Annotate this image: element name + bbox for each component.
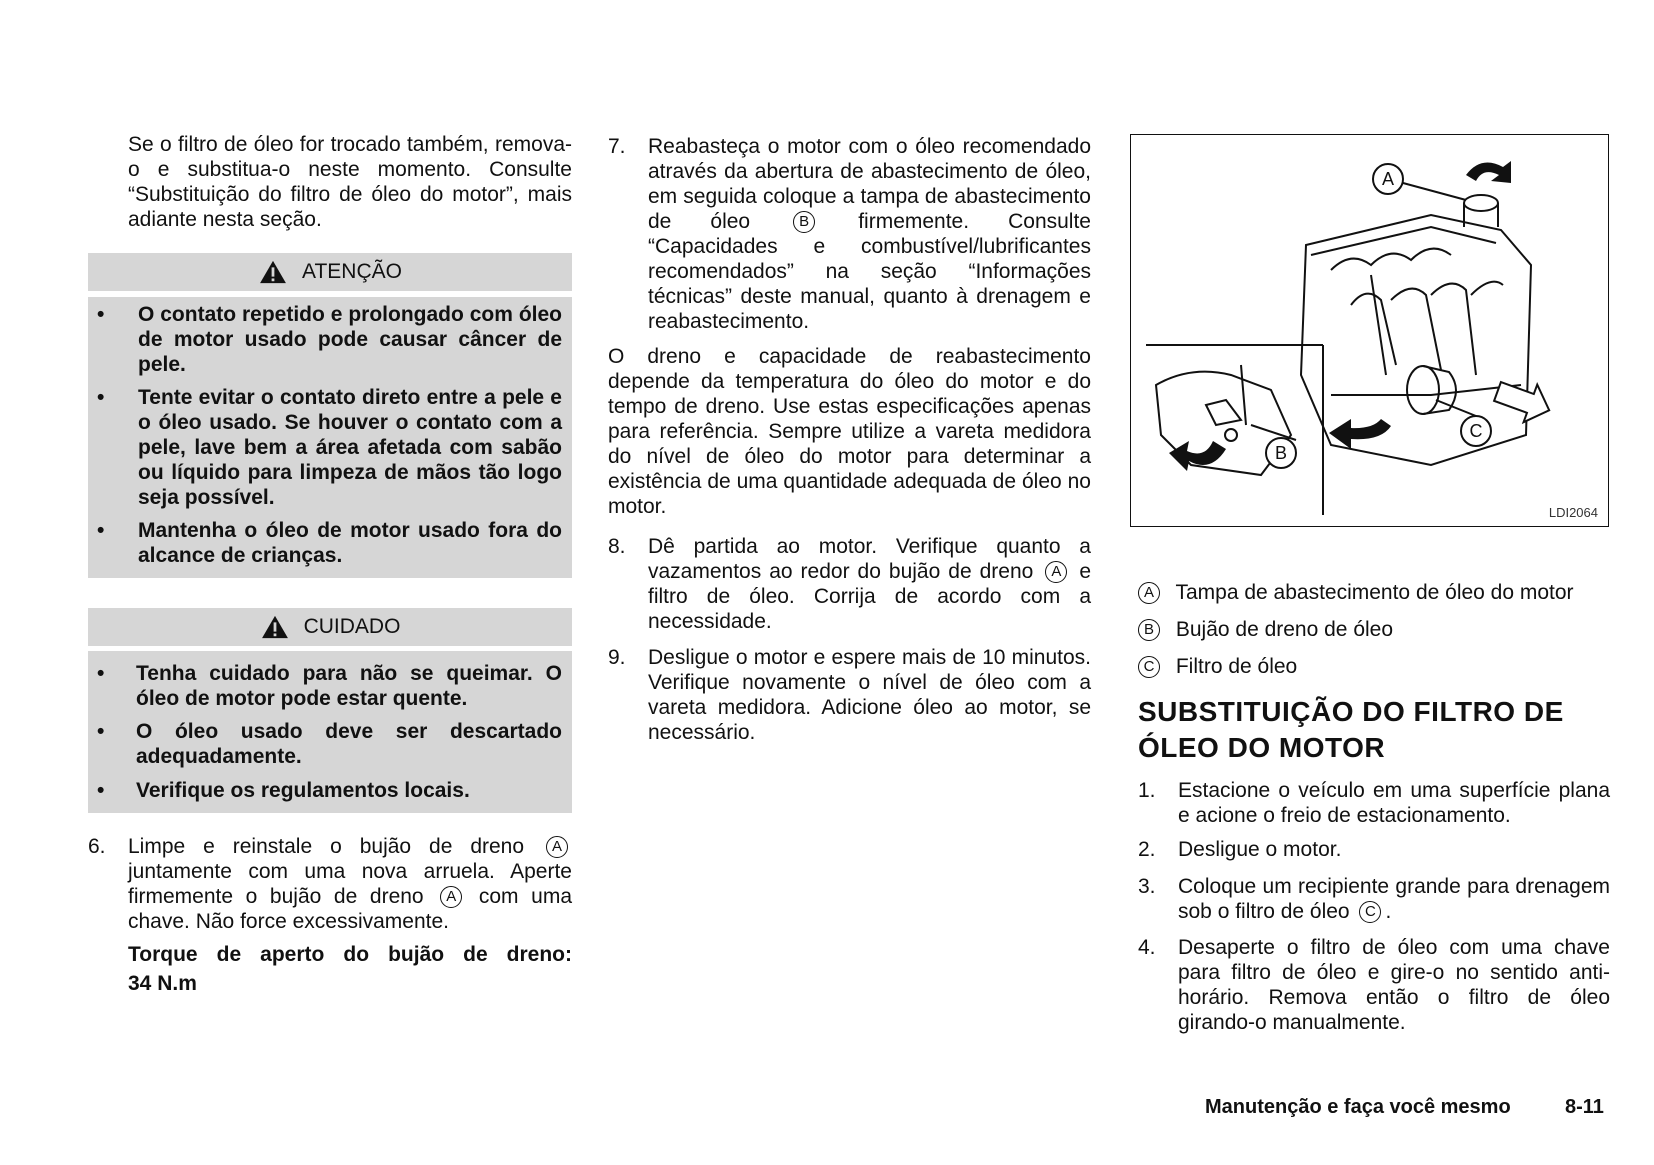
marker-b: B xyxy=(1138,619,1160,641)
legend-text: Tampa de abastecimento de óleo do motor xyxy=(1175,581,1574,604)
filter-step-1 xyxy=(1138,778,1610,828)
step-text: Desaperte o filtro de óleo com uma chave para filtro de óleo e gire-o no sentido anti-horário. Remova então o filtro de óleo girando-o manualmente. xyxy=(1178,936,1610,1034)
atencao-bullet xyxy=(97,302,562,377)
engine-illustration xyxy=(1131,135,1607,525)
step-text: e filtro de óleo. Corrija de acordo com a necessidade. xyxy=(648,560,1092,633)
bullet-text: O óleo usado deve ser descartado adequadamente. xyxy=(136,720,562,768)
step-text: Coloque um recipiente grande para drenagem sob o filtro de óleo xyxy=(1178,875,1610,923)
bullet-text: O contato repetido e prolongado com óleo de motor usado pode causar câncer de pele. xyxy=(138,303,562,376)
filter-step-2 xyxy=(1138,837,1610,862)
marker-c: C xyxy=(1138,656,1160,678)
bullet-dot: • xyxy=(97,386,105,409)
atencao-title: ATENÇÃO xyxy=(302,260,402,283)
bullet-text: Tenha cuidado para não se queimar. O óleo de motor pode estar quente. xyxy=(136,662,562,710)
svg-text:A: A xyxy=(1381,169,1395,189)
marker-a: A xyxy=(546,836,568,858)
bullet-dot: • xyxy=(97,519,105,542)
step-text: Limpe e reinstale o bujão de dreno xyxy=(128,835,525,858)
drain-capacity-paragraph: O dreno e capacidade de reabastecimento depende da temperatura do óleo do motor e do tempo de dreno. Use estas especificações apenas para referência. Sempre utilize a vareta medidora do nível de óleo do motor para determinar a existência de uma quantidade adequada de óleo no motor. xyxy=(608,345,1091,518)
step-text: Desligue o motor. xyxy=(1178,838,1342,861)
step-number: 8. xyxy=(608,535,626,558)
bullet-dot: • xyxy=(97,303,105,326)
step-number: 1. xyxy=(1138,779,1156,802)
atencao-bullet xyxy=(97,385,562,510)
footer-section-title: Manutenção e faça você mesmo xyxy=(1205,1096,1511,1118)
step-number: 9. xyxy=(608,646,626,669)
marker-a: A xyxy=(1138,582,1160,604)
atencao-bullet xyxy=(97,518,562,568)
bullet-text: Verifique os regulamentos locais. xyxy=(136,779,470,802)
marker-b: B xyxy=(793,211,815,233)
bullet-dot: • xyxy=(97,720,105,743)
engine-figure xyxy=(1130,134,1609,527)
cuidado-header xyxy=(88,608,572,646)
step-text: Estacione o veículo em uma superfície plana e acione o freio de estacionamento. xyxy=(1178,779,1610,827)
step-number: 6. xyxy=(88,835,106,858)
torque-label: Torque de aperto do bujão de dreno: xyxy=(128,943,572,966)
filter-step-3: 3. Coloque um recipiente grande para drenagem sob o filtro de óleo C . xyxy=(1138,875,1610,923)
bullet-text: Mantenha o óleo de motor usado fora do alcance de crianças. xyxy=(138,519,562,567)
cuidado-bullet xyxy=(97,778,562,803)
step-number: 2. xyxy=(1138,838,1156,861)
heading-line: ÓLEO DO MOTOR xyxy=(1138,732,1386,763)
legend-item xyxy=(1138,617,1393,642)
bullet-dot: • xyxy=(97,662,105,685)
step-7 xyxy=(608,134,1091,334)
step-text: juntamente com uma nova arruela. Aperte firmemente o bujão de dreno xyxy=(128,860,572,908)
torque-value: 34 N.m xyxy=(128,972,197,995)
legend-text: Filtro de óleo xyxy=(1175,655,1298,678)
cuidado-bullet xyxy=(97,719,562,769)
cuidado-title: CUIDADO xyxy=(303,615,401,638)
svg-text:C: C xyxy=(1469,421,1483,441)
step-text: com uma chave. Não force excessivamente. xyxy=(128,885,573,933)
step-8 xyxy=(608,534,1091,634)
step-text: Reabasteça o motor com o óleo recomendado através da abertura de abastecimento de óleo, em seguida coloque a tampa de abastecimento de óleo xyxy=(648,135,1091,233)
atencao-header xyxy=(88,253,572,291)
step-number: 4. xyxy=(1138,936,1156,959)
section-heading xyxy=(1138,694,1564,766)
step-6 xyxy=(88,834,572,934)
warning-icon xyxy=(260,615,290,639)
filter-step-4 xyxy=(1138,935,1610,1035)
step-text: Desligue o motor e espere mais de 10 minutos. Verifique novamente o nível de óleo com a vareta medidora. Adicione óleo ao motor, se necessário. xyxy=(648,646,1091,744)
cuidado-bullet xyxy=(97,661,562,711)
marker-a: A xyxy=(1045,561,1067,583)
step-number: 7. xyxy=(608,135,626,158)
figure-code: LDI2064 xyxy=(1548,505,1598,520)
svg-text:B: B xyxy=(1274,443,1288,463)
step-text: Dê partida ao motor. Verifique quanto a vazamentos ao redor do bujão de dreno xyxy=(648,535,1091,583)
step-text: firmemente. Consulte “Capacidades e combustível/lubrificantes recomendados” na seção “Informações técnicas” deste manual, quanto à drenagem e reabastecimento. xyxy=(648,210,1091,333)
step-9 xyxy=(608,645,1091,745)
legend-text: Bujão de dreno de óleo xyxy=(1175,618,1394,641)
torque-spec xyxy=(128,940,572,998)
bullet-dot: • xyxy=(97,779,105,802)
legend-item xyxy=(1138,654,1297,679)
marker-c: C xyxy=(1359,901,1381,923)
step-number: 3. xyxy=(1138,875,1156,898)
heading-line: SUBSTITUIÇÃO DO FILTRO DE xyxy=(1138,696,1564,727)
page-number: 8-11 xyxy=(1565,1096,1604,1118)
warning-icon xyxy=(258,260,288,284)
bullet-text: Tente evitar o contato direto entre a pele e o óleo usado. Se houver o contato com a pele, lave bem a área afetada com sabão ou líquido para limpeza de mãos tão logo seja possível. xyxy=(138,386,562,509)
marker-a: A xyxy=(440,886,462,908)
intro-paragraph: Se o filtro de óleo for trocado também, remova-o e substitua-o neste momento. Consulte “Substituição do filtro de óleo do motor”, mais adiante nesta seção. xyxy=(128,133,572,231)
legend-item xyxy=(1138,580,1574,605)
